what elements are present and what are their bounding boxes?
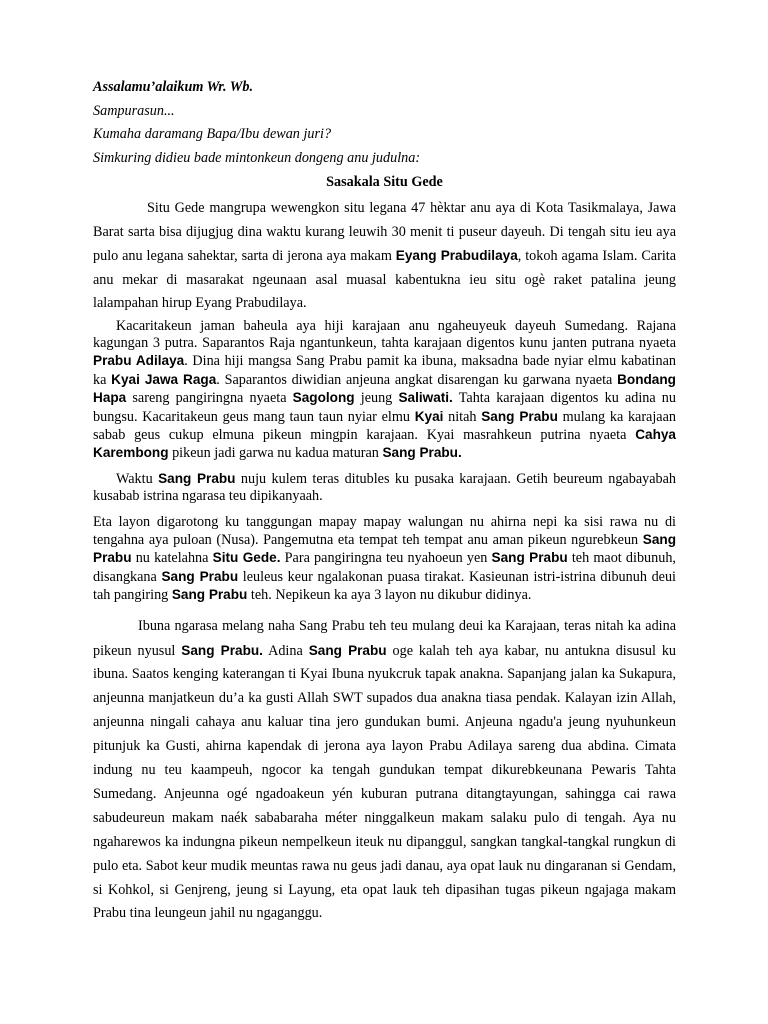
name-situ-gede: Situ Gede. xyxy=(212,550,281,566)
name-sang-prabu: Sang Prabu xyxy=(308,642,387,658)
name-saliwati: Saliwati. xyxy=(398,390,453,406)
paragraph-4-text: nu katelahna xyxy=(131,550,213,567)
paragraph-3-text: nuju kulem teras ditubles ku pusaka karajaan. Getih beureum ngabayabah kusabab istrina ngarasa teu dipikanyaah. xyxy=(93,470,676,505)
paragraph-1 xyxy=(93,197,676,316)
name-sang-prabu: Sang Prabu xyxy=(161,568,239,584)
paragraph-4-text: teh. Nepikeun ka aya 3 layon nu dikubur didinya. xyxy=(247,587,532,604)
name-sang-prabu: Sang Prabu xyxy=(491,550,568,566)
name-sang-prabu: Sang Prabu xyxy=(171,587,248,603)
name-prabu-adilaya: Prabu Adilaya xyxy=(93,353,185,369)
paragraph-4 xyxy=(93,514,676,605)
paragraph-2-text: . Dina hiji mangsa Sang Prabu pamit ka ibuna, maksadna bade nyiar elmu kabatinan ka xyxy=(93,353,676,388)
paragraph-4-text: leuleus keur ngalakonan puasa tirakat. Kasieunan istri-istrina dibunuh deui tah pangiring xyxy=(93,568,676,604)
paragraph-4-text: Eta layon digarotong ku tanggungan mapay mapay walungan nu ahirna nepi ka sisi rawa nu di tengahna aya puloan (Nusa). Pangemutna eta tempat teh tempat anu aman pikeun ngurebkeun xyxy=(93,513,676,548)
paragraph-3-text: Waktu xyxy=(116,470,159,487)
name-cahya-karembong: Cahya Karembong xyxy=(93,426,676,461)
paragraph-2 xyxy=(93,318,676,463)
greeting-salam: Assalamu’alaikum Wr. Wb. xyxy=(93,79,254,95)
name-bondang-hapa: Bondang Hapa xyxy=(93,371,676,406)
paragraph-2-text: jeung xyxy=(354,390,399,407)
paragraph-3 xyxy=(93,470,676,506)
greeting-intro: Simkuring didieu bade mintonkeun dongeng anu judulna: xyxy=(93,149,421,166)
paragraph-1-text: , tokoh agama Islam. Carita anu mekar di masarakat ngeunaan asal muasal kabentukna ieu situ ogè raket patalina jeung lalampahan hirup Eyang Prabudilaya. xyxy=(93,248,676,311)
paragraph-2-text: sareng pangiringna nyaeta xyxy=(126,390,293,407)
name-kyai: Kyai xyxy=(414,408,444,424)
paragraph-5-text: oge kalah teh aya kabar, nu antukna disusul ku ibuna. Saatos kenging katerangan ti Kyai Ibuna nyukcruk tapak anakna. Sapanjang jalan ka Sukapura, anjeunna manjatkeun du’a ka gusti Allah SWT supados dua anakna tiasa pendak. Kalayan izin Allah, anjeunna ningali cahaya anu kaluar tina jero gundukan bumi. Anjeuna ngadu'a jeung nyuhunkeun pitunjuk ka Gusti, ahirna kapendak di jerona aya layon Prabu Adilaya sareng dua abdina. Cimata indung nu teu kaampeuh, ngocor ka tengah gundukan tempat dikurebkeunana Pewaris Tahta Sumedang. Anjeunna ogé ngadoakeun yén kuburan putrana ditangtayungan, sahingga cai rawa sabudeureun makam naék sababaraha méter ninggalkeun makam salaku pulo di tengah. Aya nu ngaharewos ka indungna pikeun nempelkeun iteuk nu dipanggul, sangkan tangkal-tangkal rungkun di pulo eta. Sabot keur mudik meuntas rawa nu geus jadi danau, aya opat lauk nu dingaranan si Gendam, si Kohkol, si Genjreng, jeung si Layung, eta opat lauk teh dipasihan tugas pikeun ngajaga makam Prabu tina leungeun jahil nu ngaganggu. xyxy=(93,642,677,922)
name-sang-prabu: Sang Prabu. xyxy=(181,642,263,658)
paragraph-2-text: pikeun jadi garwa nu kadua maturan xyxy=(168,445,383,462)
paragraph-2-text: nitah xyxy=(443,408,482,425)
greeting-question: Kumaha daramang Bapa/Ibu dewan juri? xyxy=(93,126,332,142)
story-title: Sasakala Situ Gede xyxy=(326,174,443,190)
paragraph-2-text: . Saparantos diwidian anjeuna angkat disarengan ku garwana nyaeta xyxy=(216,371,618,388)
name-kyai-jawa-raga: Kyai Jawa Raga xyxy=(111,371,217,387)
name-sang-prabu: Sang Prabu. xyxy=(382,445,462,461)
paragraph-4-text: teh maot dibunuh, disangkana xyxy=(93,550,676,585)
paragraph-5-text: Ibuna ngarasa melang naha Sang Prabu teh teu mulang deui ka Karajaan, teras nitah ka adina pikeun nyusul xyxy=(93,617,676,659)
name-sang-prabu: Sang Prabu xyxy=(158,470,236,486)
paragraph-2-text: Kacaritakeun jaman baheula aya hiji karajaan anu ngaheuyeuk dayeuh Sumedang. Rajana kagungan 3 putra. Saparantos Raja ngantunkeun, tahta karajaan digentos kunu janten putrana nyaeta xyxy=(93,317,676,351)
paragraph-5 xyxy=(93,615,676,927)
paragraph-2-text: Tahta karajaan digentos ku adina nu bungsu. Kacaritakeun geus mang taun taun nyiar elmu xyxy=(93,390,676,425)
name-sang-prabu: Sang Prabu xyxy=(93,531,676,566)
name-sang-prabu: Sang Prabu xyxy=(481,408,558,424)
paragraph-4-text: Para pangiringna teu nyahoeun yen xyxy=(280,550,492,567)
paragraph-1-text: Situ Gede mangrupa wewengkon situ legana 47 hèktar anu aya di Kota Tasikmalaya, Jawa Barat sarta bisa dijugjug dina waktu kurang leuwih 30 menit ti puseur dayeuh. Di tengah situ ieu aya pulo anu legana sahektar, sarta di jerona aya makam xyxy=(93,200,676,264)
greeting-sampurasun: Sampurasun... xyxy=(93,102,175,119)
paragraph-5-text: Adina xyxy=(262,642,309,659)
name-sagolong: Sagolong xyxy=(292,390,355,406)
document-body xyxy=(93,76,676,926)
paragraph-2-text: mulang ka karajaan sabab geus cukup elmuna pikeun mingpin karajaan. Kyai masrahkeun putrina nyaeta xyxy=(93,408,676,443)
name-eyang-prabudilaya: Eyang Prabudilaya xyxy=(395,248,518,263)
